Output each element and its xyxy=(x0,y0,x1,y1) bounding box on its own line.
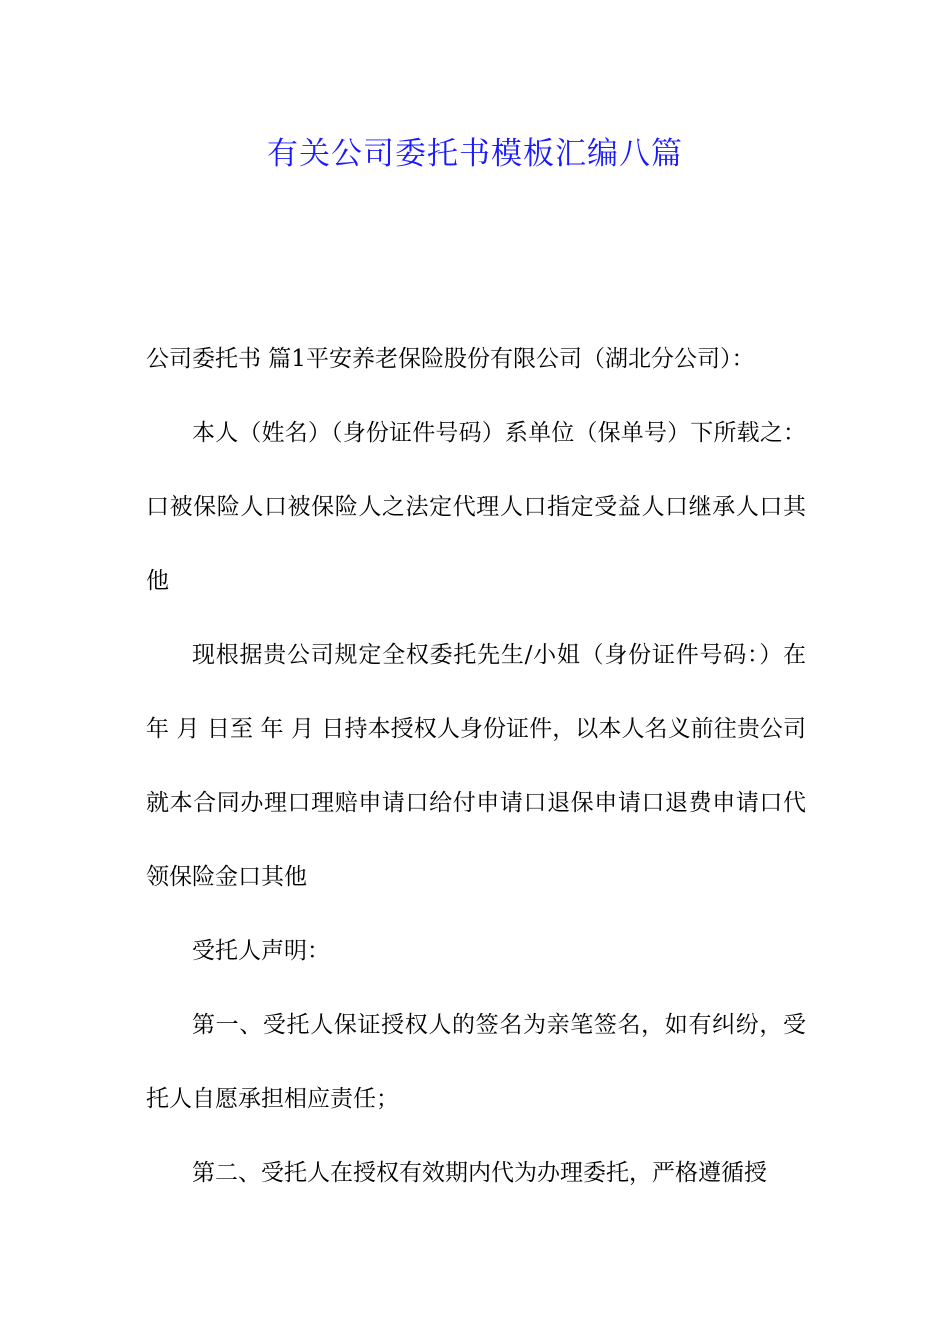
paragraph-heading-line: 公司委托书 篇1平安养老保险股份有限公司（湖北分公司）： xyxy=(146,346,755,372)
paragraph-statement-second: 第二、受托人在授权有效期内代为办理委托，严格遵循授 xyxy=(192,1160,767,1186)
document-body xyxy=(146,322,806,1210)
paragraph-statement-first: 第一、受托人保证授权人的签名为亲笔签名，如有纠纷，受托人自愿承担相应责任； xyxy=(146,1012,806,1112)
paragraph-principal-info: 本人（姓名）（身份证件号码）系单位（保单号）下所载之：口被保险人口被保险人之法定代理人口指定受益人口继承人口其他 xyxy=(146,420,806,594)
document-title: 有关公司委托书模板汇编八篇 xyxy=(267,136,683,172)
paragraph-agent-statement-heading: 受托人声明： xyxy=(192,938,330,964)
paragraph-authorization: 现根据贵公司规定全权委托先生/小姐（身份证件号码：）在 年 月 日至 年 月 日持本授权人身份证件，以本人名义前往贵公司就本合同办理口理赔申请口给付申请口退保申请口退费申请口代领保险金口其他 xyxy=(146,642,806,890)
